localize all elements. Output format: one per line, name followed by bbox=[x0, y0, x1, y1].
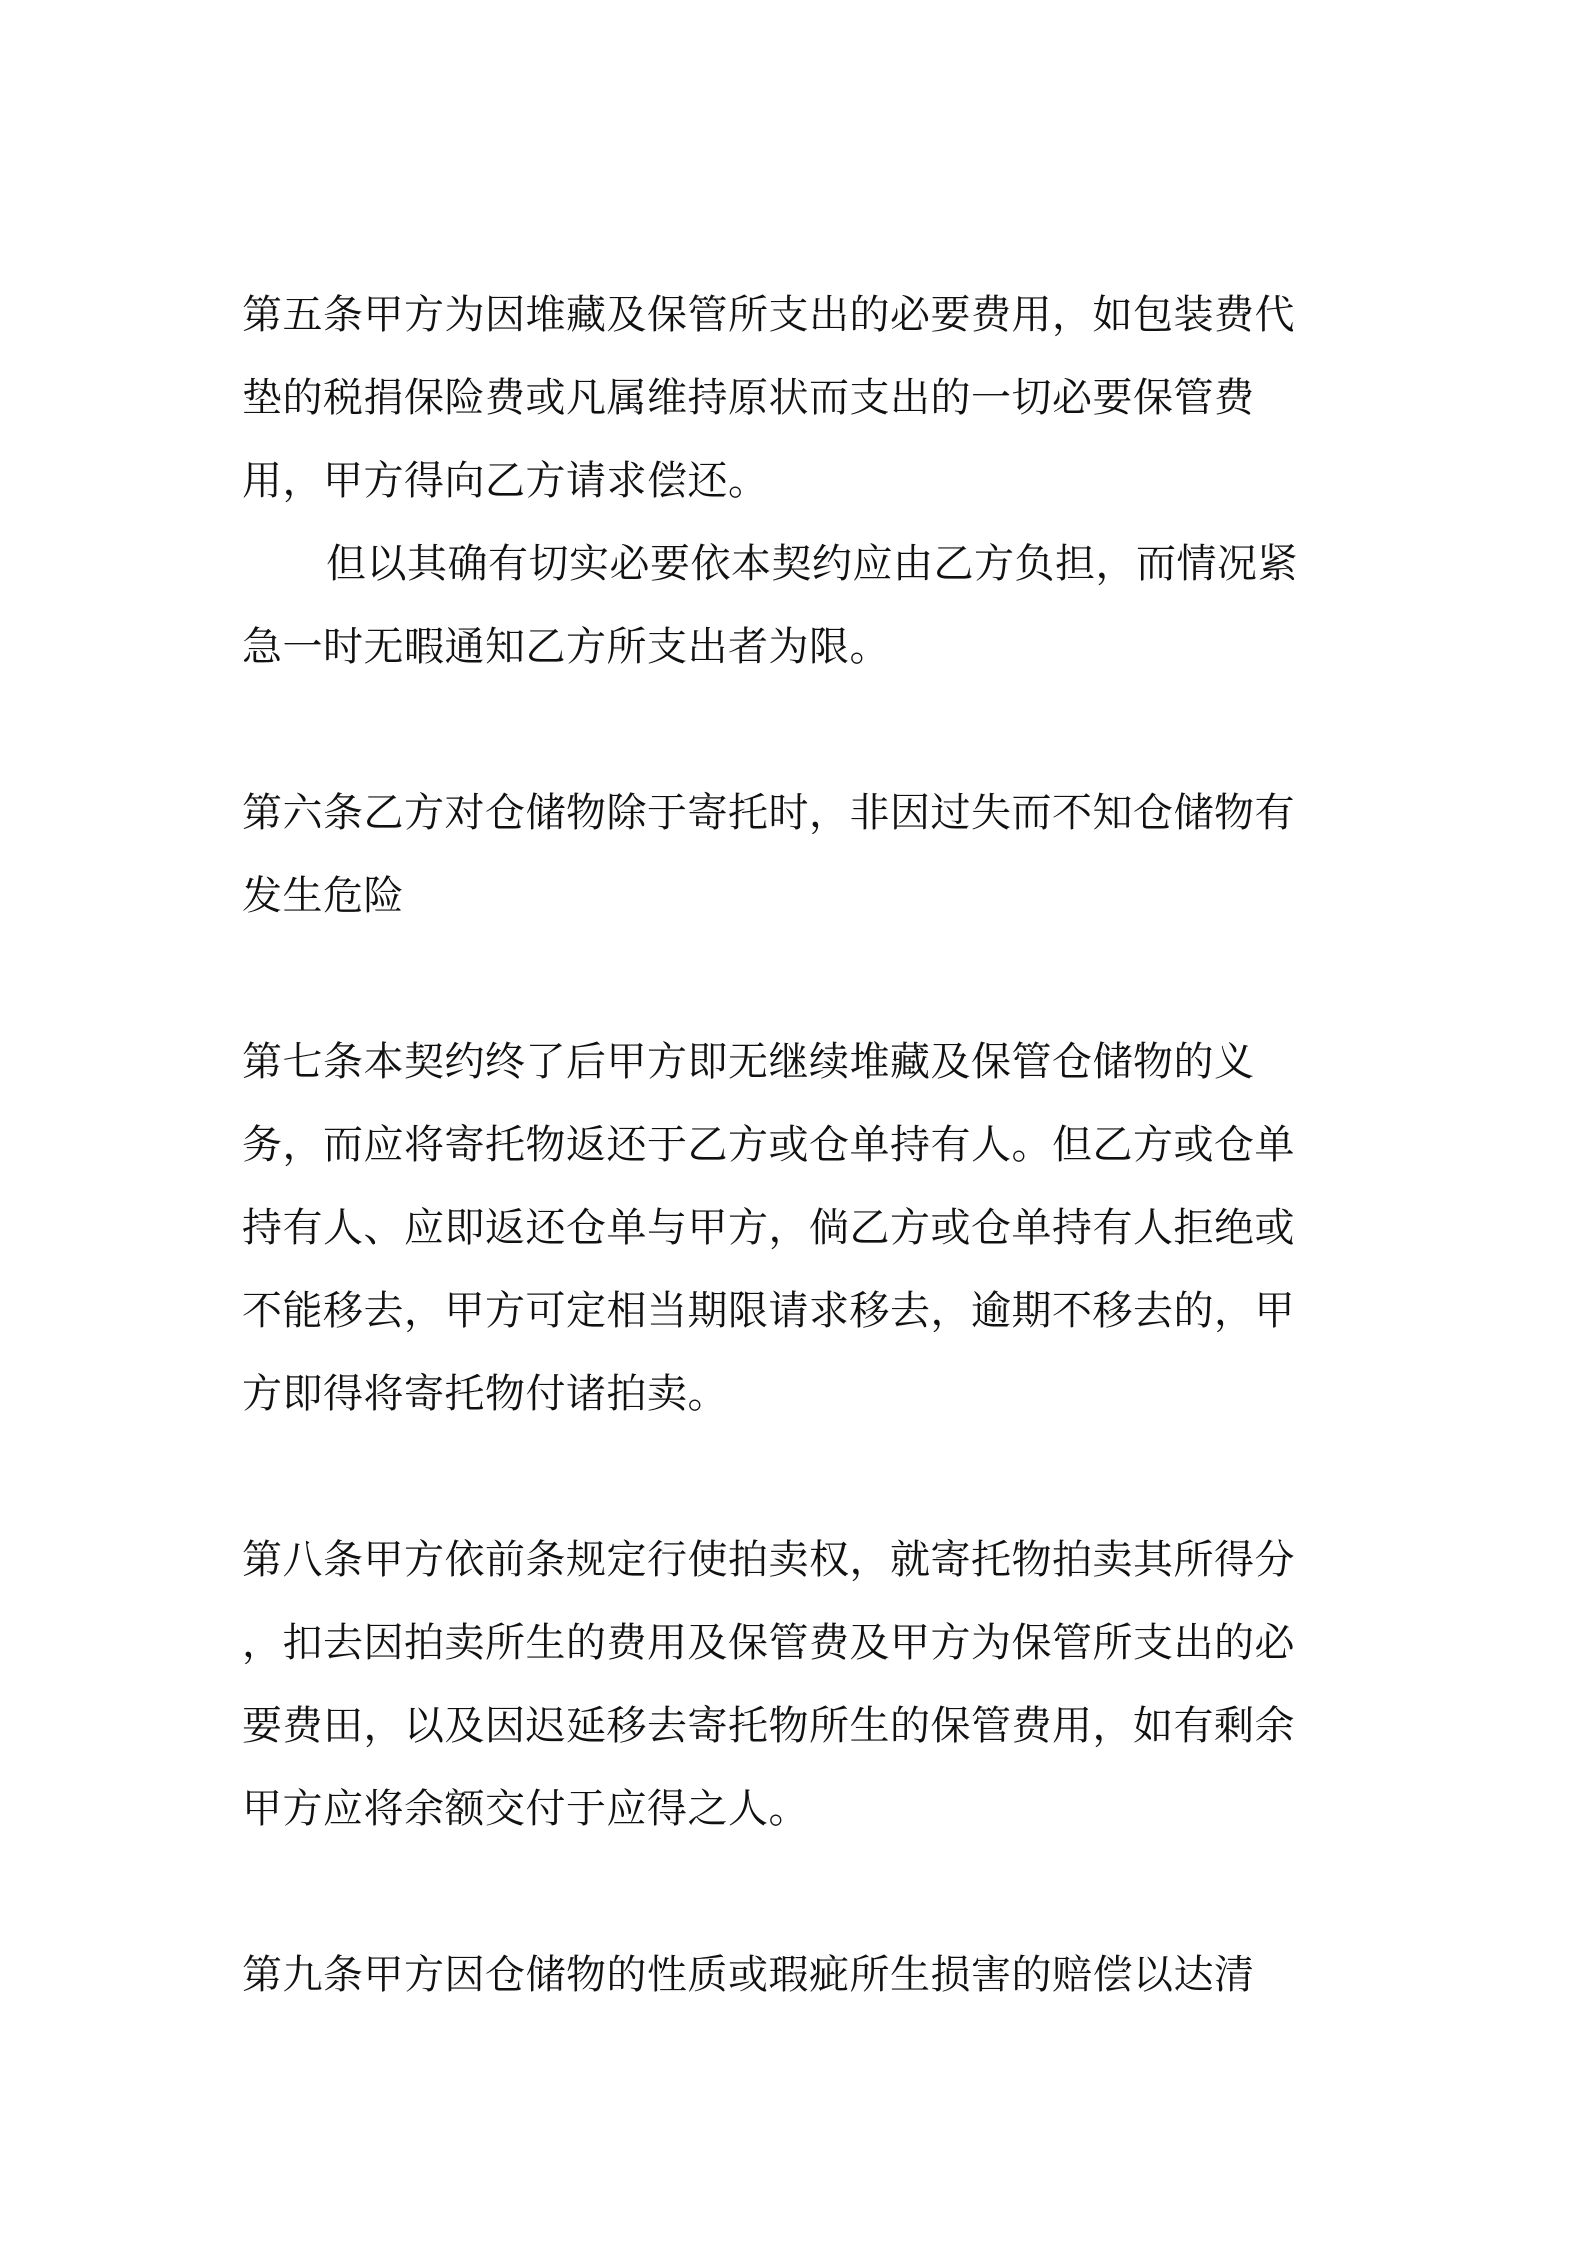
article-6-line-2: 发生危险 bbox=[242, 873, 404, 919]
article-5-proviso-line-1: 但以其确有切实必要依本契约应由乙方负担，而情况紧 bbox=[326, 541, 1298, 587]
article-8-line-4: 甲方应将余额交付于应得之人。 bbox=[242, 1786, 809, 1832]
article-8-line-2: ，扣去因拍卖所生的费用及保管费及甲方为保管所支出的必 bbox=[242, 1620, 1295, 1666]
article-9-line-1: 第九条甲方因仓储物的性质或瑕疵所生损害的赔偿以达清 bbox=[242, 1952, 1255, 1998]
article-7-line-5: 方即得将寄托物付诸拍卖。 bbox=[242, 1371, 728, 1417]
article-5-line-2: 垫的税捐保险费或凡属维持原状而支出的一切必要保管费 bbox=[242, 375, 1255, 421]
article-5-line-1: 第五条甲方为因堆藏及保管所支出的必要费用，如包装费代 bbox=[242, 292, 1295, 338]
article-6-line-1: 第六条乙方对仓储物除于寄托时，非因过失而不知仓储物有 bbox=[242, 790, 1295, 836]
article-5-line-3: 用，甲方得向乙方请求偿还。 bbox=[242, 458, 769, 504]
article-7-line-1: 第七条本契约终了后甲方即无继续堆藏及保管仓储物的义 bbox=[242, 1039, 1255, 1085]
article-5-proviso-line-2: 急一时无暇通知乙方所支出者为限。 bbox=[242, 624, 890, 670]
article-8-line-3: 要费田，以及因迟延移去寄托物所生的保管费用，如有剩余 bbox=[242, 1703, 1295, 1749]
article-7-line-2: 务，而应将寄托物返还于乙方或仓单持有人。但乙方或仓单 bbox=[242, 1122, 1295, 1168]
article-8-line-1: 第八条甲方依前条规定行使拍卖权，就寄托物拍卖其所得分 bbox=[242, 1537, 1295, 1583]
article-7-line-3: 持有人、应即返还仓单与甲方，倘乙方或仓单持有人拒绝或 bbox=[242, 1205, 1295, 1251]
article-7-line-4: 不能移去，甲方可定相当期限请求移去，逾期不移去的，甲 bbox=[242, 1288, 1295, 1334]
